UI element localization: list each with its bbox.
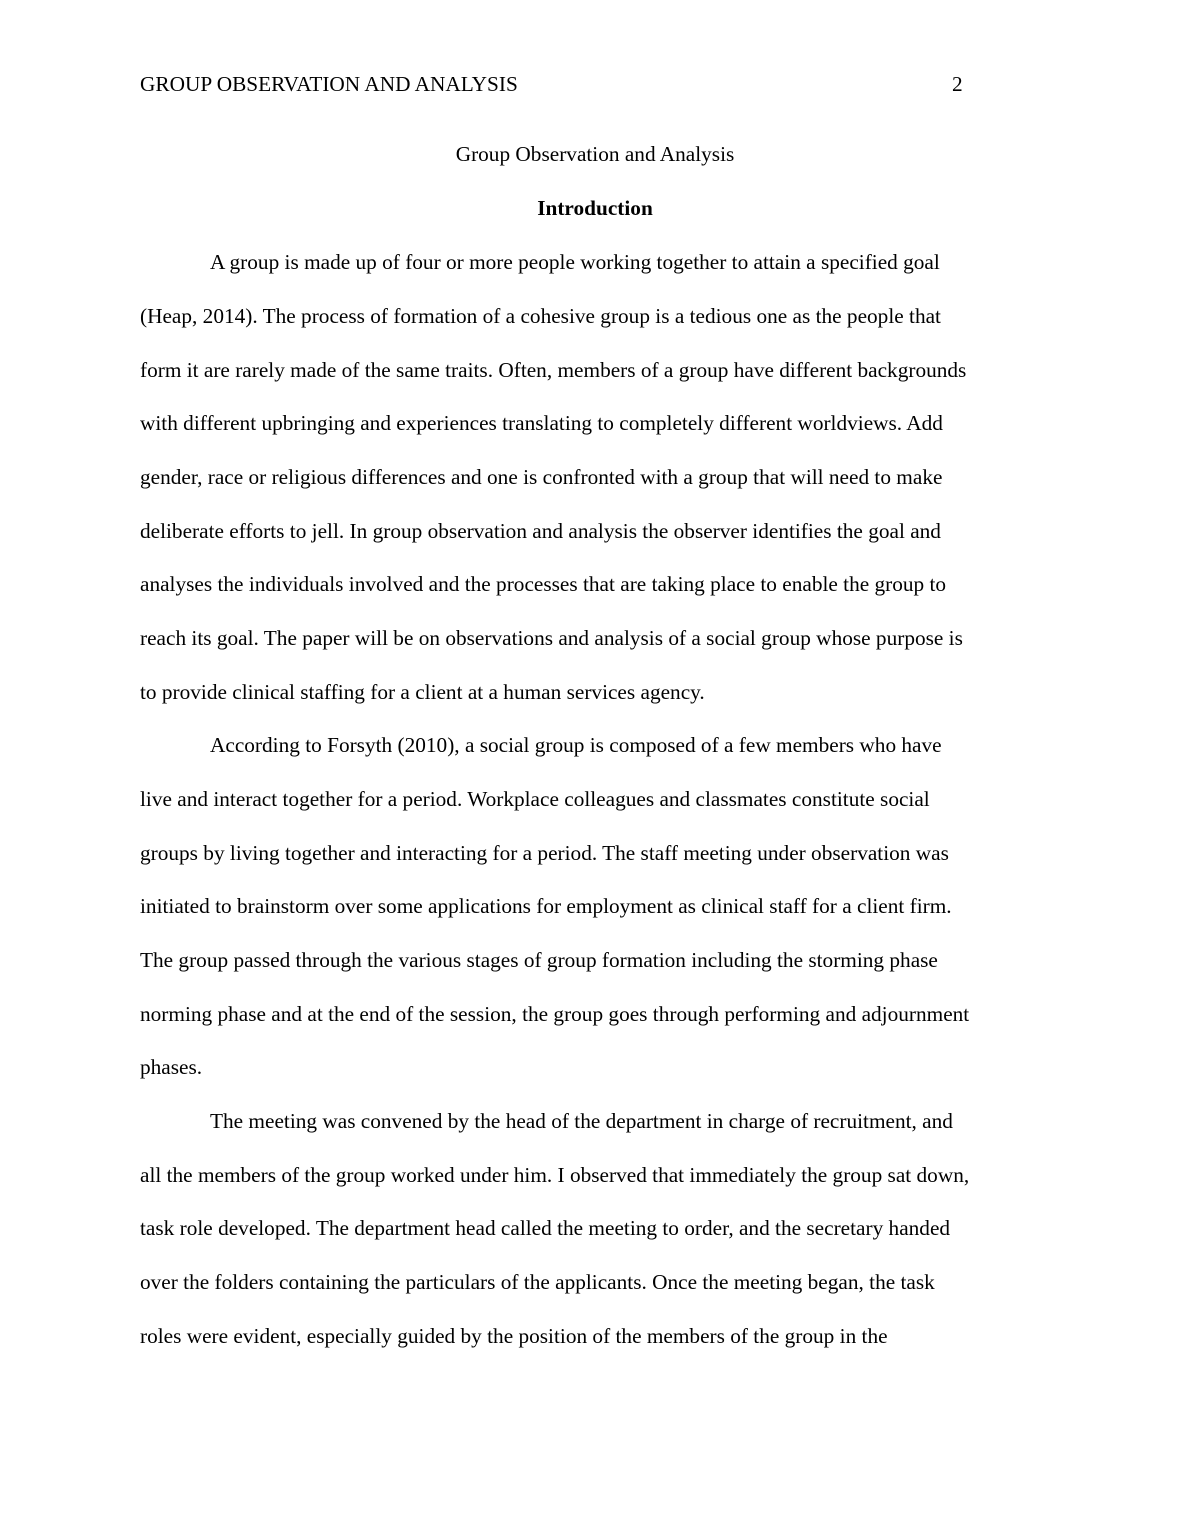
text-line: with different upbringing and experiences translating to completely different worldviews. Add [140,411,943,435]
text-line: The group passed through the various stages of group formation including the storming phase [140,948,938,972]
text-line: initiated to brainstorm over some applications for employment as clinical staff for a client firm. [140,894,952,918]
text-line: norming phase and at the end of the session, the group goes through performing and adjournment [140,1002,970,1026]
text-line: reach its goal. The paper will be on observations and analysis of a social group whose purpose is [140,626,963,650]
text-line: deliberate efforts to jell. In group observation and analysis the observer identifies the goal and [140,519,941,543]
text-line: roles were evident, especially guided by the position of the members of the group in the [140,1324,888,1348]
text-line: task role developed. The department head called the meeting to order, and the secretary handed [140,1216,951,1240]
text-line: groups by living together and interacting for a period. The staff meeting under observation was [140,841,949,865]
text-line: live and interact together for a period. Workplace colleagues and classmates constitute social [140,787,930,811]
text-line: to provide clinical staffing for a client at a human services agency. [140,680,705,704]
document-title: Group Observation and Analysis [455,142,735,166]
section-heading-introduction: Introduction [537,196,653,220]
text-line: (Heap, 2014). The process of formation of a cohesive group is a tedious one as the people that [140,304,941,328]
text-line: The meeting was convened by the head of the department in charge of recruitment, and [210,1109,953,1133]
text-line: A group is made up of four or more people working together to attain a specified goal [210,250,940,274]
text-line: gender, race or religious differences and one is confronted with a group that will need to make [140,465,943,489]
text-line: phases. [140,1055,203,1079]
text-line: form it are rarely made of the same traits. Often, members of a group have different backgrounds [140,358,967,382]
text-line: analyses the individuals involved and the processes that are taking place to enable the group to [140,572,947,596]
running-head: GROUP OBSERVATION AND ANALYSIS [140,72,518,96]
text-line: According to Forsyth (2010), a social group is composed of a few members who have [210,733,942,757]
page-number: 2 [952,72,963,96]
text-line: over the folders containing the particulars of the applicants. Once the meeting began, the task [140,1270,935,1294]
text-line: all the members of the group worked under him. I observed that immediately the group sat down, [140,1163,970,1187]
